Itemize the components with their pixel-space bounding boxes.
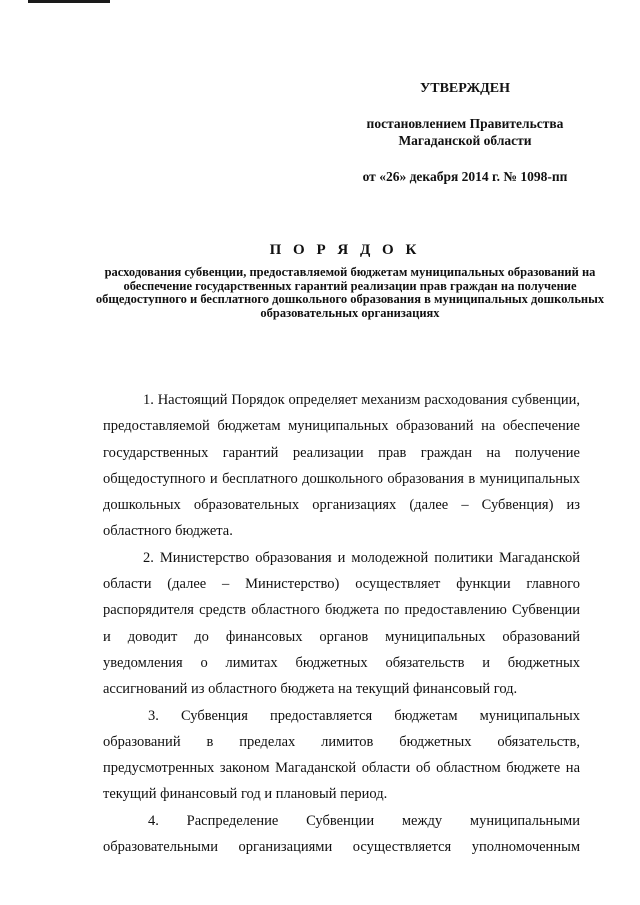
approval-block bbox=[330, 80, 600, 185]
paragraph-1: 1. Настоящий Порядок определяет механизм расходования субвенции, предоставляемой бюджетам муниципальных образований на обеспечение государственных гарантий реализации прав граждан на получение общедоступного и бесплатного дошкольного образования в муниципальных дошкольных образовательных организациях (далее – Субвенция) из областного бюджета. bbox=[103, 392, 580, 540]
document-title: П О Р Я Д О К bbox=[269, 242, 421, 258]
paragraph-3: 3. Субвенция предоставляется бюджетам муниципальных образований в пределах лимитов бюджетных обязательств, предусмотренных законом Магаданской области об областном бюджете на текущий финансовый год и плановый период. bbox=[103, 707, 580, 803]
document-subtitle: расходования субвенции, предоставляемой бюджетам муниципальных образований на обеспечение государственных гарантий реализации прав граждан на получение общедоступного и бесплатного дошкольного образования в муниципальных дошкольных образовательных организациях bbox=[95, 265, 605, 320]
approval-stamp: УТВЕРЖДЕН bbox=[419, 81, 511, 96]
paragraph-2: 2. Министерство образования и молодежной политики Магаданской области (далее – Министерство) осуществляет функции главного распорядителя средств областного бюджета по предоставлению Субвенции и доводит до финансовых органов муниципальных образований уведомления о лимитах бюджетных обязательств и бюджетных ассигнований из областного бюджета на текущий финансовый год. bbox=[103, 549, 580, 698]
approval-line-1: постановлением Правительства bbox=[366, 116, 564, 131]
approval-date: от «26» декабря 2014 г. № 1098-пп bbox=[362, 169, 568, 184]
document-body bbox=[103, 387, 580, 860]
paragraph-4: 4. Распределение Субвенции между муниципальными образовательными организациями осуществляется уполномоченным bbox=[103, 812, 580, 856]
approval-line-2: Магаданской области bbox=[398, 133, 532, 148]
scan-edge-mark bbox=[28, 0, 110, 3]
